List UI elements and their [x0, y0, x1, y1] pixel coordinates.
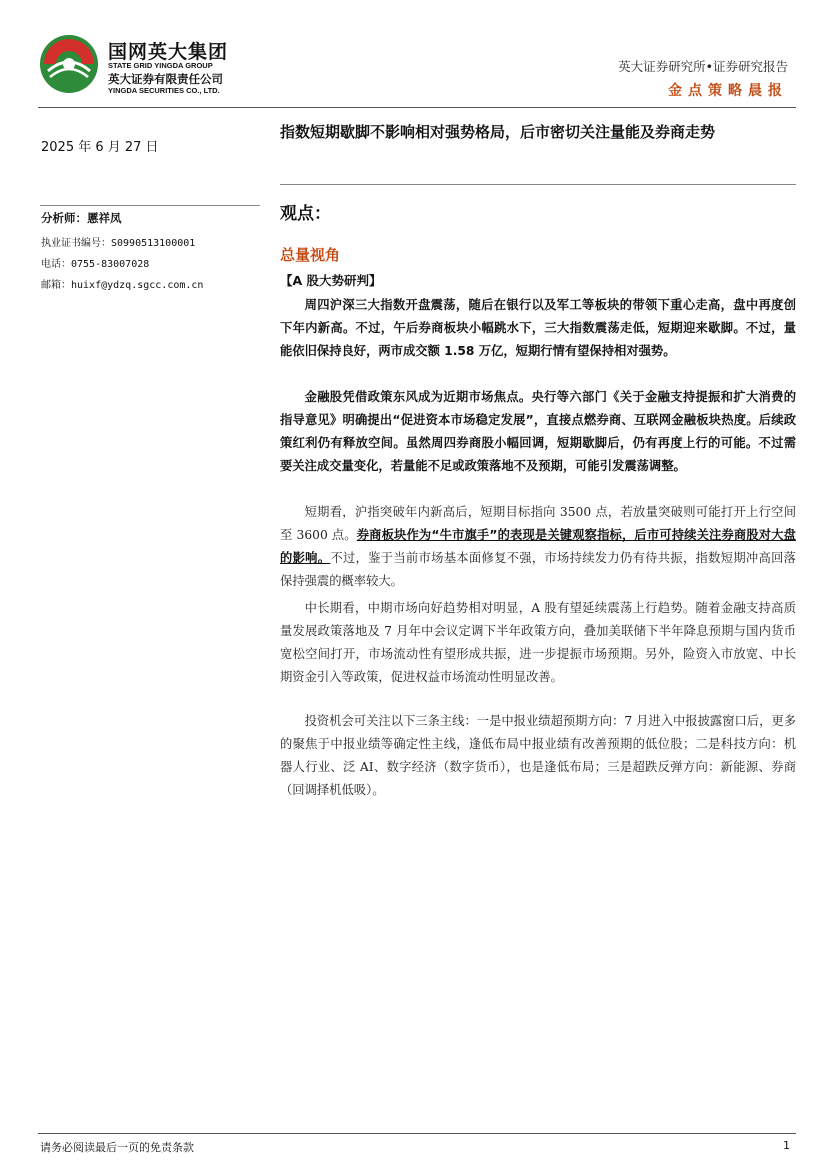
- report-type-label: 金点策略晨报: [668, 83, 788, 99]
- footer-divider: [38, 1133, 796, 1134]
- page-number: 1: [783, 1139, 790, 1152]
- logo-group-name: 国网英大集团: [108, 41, 229, 63]
- report-date: 2025 年 6 月 27 日: [41, 140, 159, 155]
- logo-company-name-en: YINGDA SECURITIES CO., LTD.: [108, 86, 220, 95]
- analyst-name: 分析师：慝祥凤: [41, 211, 122, 225]
- paragraph-3-highlight: 券商板块作为“牛市旗手”的表现是关键观察指标，后市可持续关注券商股对大盘的影响。: [280, 528, 796, 565]
- state-grid-logo-icon: [38, 33, 100, 95]
- company-logo: [38, 33, 258, 97]
- viewpoint-heading: 观点：: [280, 204, 331, 224]
- paragraph-5: 投资机会可关注以下三条主线：一是中报业绩超预期方向：7 月进入中报披露窗口后，更多的聚焦于中报业绩等确定性主线，逢低布局中报业绩有改善预期的低位股；二是科技方向：机器人行业、泛 AI、数字经济（数字货币），也是逢低布局；三是超跌反弹方向：新能源、券商（回调择机低吸）。: [280, 714, 796, 797]
- footer-disclaimer: 请务必阅读最后一页的免责条款: [40, 1141, 194, 1154]
- section-title: 总量视角: [280, 246, 341, 264]
- report-title: 指数短期歇脚不影响相对强势格局，后市密切关注量能及券商走势: [280, 123, 716, 141]
- sidebar-divider: [40, 205, 260, 206]
- paragraph-4: 中长期看，中期市场向好趋势相对明显，A 股有望延续震荡上行趋势。随着金融支持高质量发展政策落地及 7 月年中会议定调下半年政策方向，叠加美联储下半年降息预期与国内货币宽松空间打开，市场流动性有望形成共振，进一步提振市场预期。另外，险资入市放宽、中长期资金引入等政策，促进权益市场流动性明显改善。: [280, 601, 796, 684]
- paragraph-3-part-b: 不过，鉴于当前市场基本面修复不强，市场持续发力仍有待共振，指数短期冲高回落保持强震的概率较大。: [280, 551, 796, 588]
- paragraph-1: 周四沪深三大指数开盘震荡，随后在银行以及军工等板块的带领下重心走高，盘中再度创下年内新高。不过，午后券商板块小幅跳水下，三大指数震荡走低，短期迎来歇脚。不过，量能依旧保持良好，两市成交额 1.58 万亿，短期行情有望保持相对强势。: [280, 298, 796, 358]
- paragraph-3-part-a: 短期看，沪指突破年内新高后，短期目标指向 3500 点，若放量突破则可能打开上行空间至 3600 点。: [280, 505, 796, 542]
- paragraph-3: [280, 501, 796, 593]
- header-divider: [38, 107, 796, 108]
- paragraph-2: 金融股凭借政策东风成为近期市场焦点。央行等六部门《关于金融支持提振和扩大消费的指导意见》明确提出“促进资本市场稳定发展”，直接点燃券商、互联网金融板块热度。后续政策红利仍有释放空间。虽然周四券商股小幅回调，短期歇脚后，仍有再度上行的可能。不过需要关注成交量变化，若量能不足或政策落地不及预期，可能引发震荡调整。: [280, 390, 796, 473]
- logo-group-name-en: STATE GRID YINGDA GROUP: [108, 61, 213, 70]
- logo-company-name: 英大证券有限责任公司: [108, 72, 223, 86]
- phone-number: 电话：0755-83007028: [41, 259, 150, 270]
- cert-number: 执业证书编号：S0990513100001: [41, 238, 196, 249]
- title-divider: [280, 184, 796, 185]
- sub-heading: 【A 股大势研判】: [280, 273, 382, 288]
- institute-label: 英大证券研究所•证券研究报告: [618, 59, 788, 74]
- email-address: 邮箱：huixf@ydzq.sgcc.com.cn: [41, 280, 204, 291]
